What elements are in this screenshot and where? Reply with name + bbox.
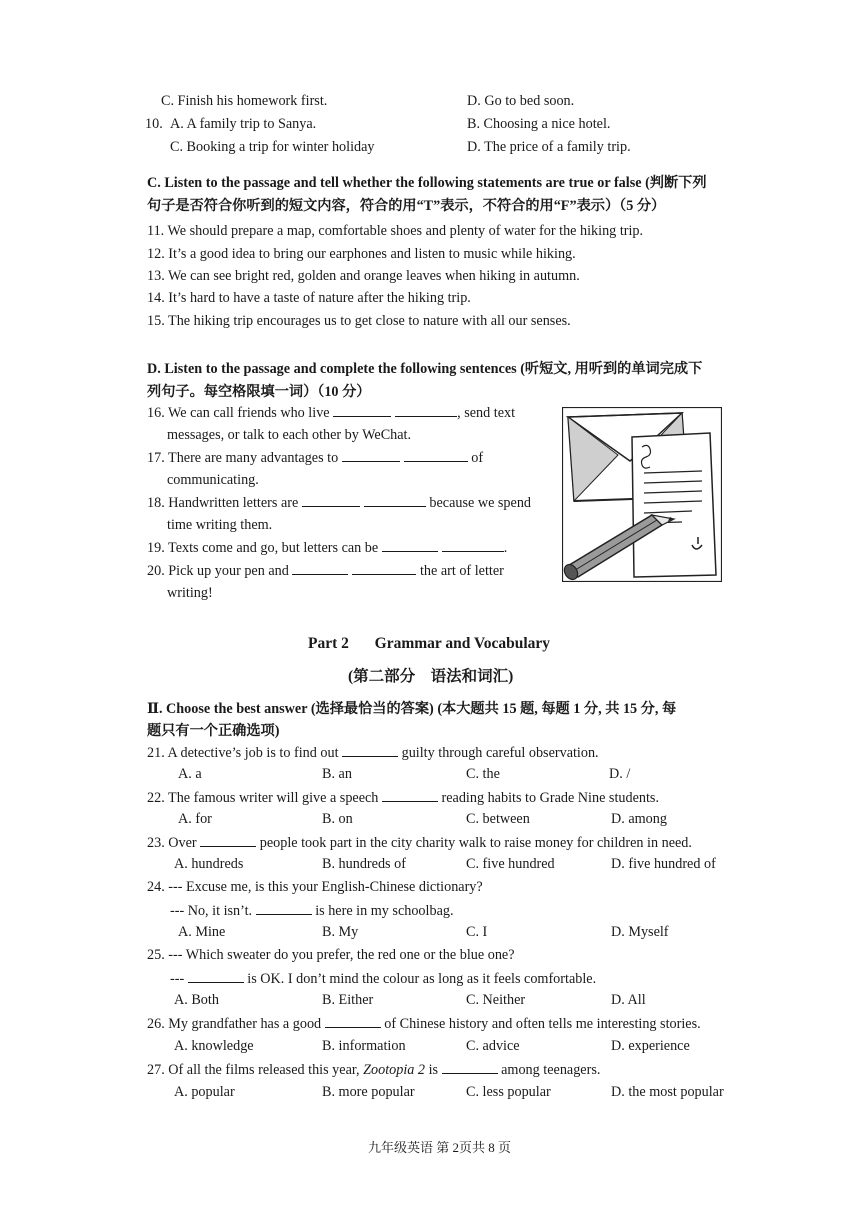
statement-12: 12. It’s a good idea to bring our earphones and listen to music while hiking. <box>147 246 576 262</box>
q9-option-c: C. Finish his homework first. <box>161 93 328 109</box>
q10-option-b: B. Choosing a nice hotel. <box>467 116 611 132</box>
section-ii-heading-line2: 题只有一个正确选项) <box>147 723 280 739</box>
q21-option-d[interactable]: D. / <box>609 766 631 782</box>
q18-line2: time writing them. <box>167 517 273 533</box>
q24-option-b[interactable]: B. My <box>322 924 359 940</box>
q24-option-a[interactable]: A. Mine <box>178 924 226 940</box>
q26-option-a[interactable]: A. knowledge <box>174 1038 254 1054</box>
section-c-heading-line1: C. Listen to the passage and tell whether the following statements are true or false (判断下列 <box>147 175 707 191</box>
q23-option-b[interactable]: B. hundreds of <box>322 856 406 872</box>
q24-option-d[interactable]: D. Myself <box>611 924 669 940</box>
q24-line1: 24. --- Excuse me, is this your English-Chinese dictionary? <box>147 879 483 895</box>
q21-option-c[interactable]: C. the <box>466 766 500 782</box>
q19-line: 19. Texts come and go, but letters can be . <box>147 540 508 556</box>
q23-stem: 23. Over people took part in the city charity walk to raise money for children in need. <box>147 835 692 851</box>
q24-option-c[interactable]: C. I <box>466 924 488 940</box>
blank[interactable] <box>352 562 416 575</box>
q21-option-b[interactable]: B. an <box>322 766 352 782</box>
q10-number: 10. <box>145 116 163 132</box>
q18-line1: 18. Handwritten letters are because we spend <box>147 495 532 511</box>
part2-title: Part 2 Grammar and Vocabulary <box>308 635 551 652</box>
q27-option-a[interactable]: A. popular <box>174 1084 235 1100</box>
blank[interactable] <box>382 539 438 552</box>
q16-line1: 16. We can call friends who live , send text <box>147 405 516 421</box>
q21-option-a[interactable]: A. a <box>178 766 202 782</box>
film-title: Zootopia 2 <box>363 1062 426 1078</box>
q10-option-c: C. Booking a trip for winter holiday <box>170 139 375 155</box>
q25-line1: 25. --- Which sweater do you prefer, the red one or the blue one? <box>147 947 515 963</box>
q16-line2: messages, or talk to each other by WeChat. <box>167 427 412 443</box>
q21-stem: 21. A detective’s job is to find out guilty through careful observation. <box>147 745 599 761</box>
q17-line1: 17. There are many advantages to of <box>147 450 484 466</box>
blank[interactable] <box>342 449 400 462</box>
statement-14: 14. It’s hard to have a taste of nature after the hiking trip. <box>147 290 471 306</box>
q25-line2: --- is OK. I don’t mind the colour as long as it feels comfortable. <box>170 971 597 987</box>
q23-option-a[interactable]: A. hundreds <box>174 856 244 872</box>
q23-option-c[interactable]: C. five hundred <box>466 856 555 872</box>
blank[interactable] <box>200 834 256 847</box>
q17-line2: communicating. <box>167 472 259 488</box>
q27-stem: 27. Of all the films released this year, Zootopia 2 is among teenagers. <box>147 1062 601 1078</box>
q27-option-c[interactable]: C. less popular <box>466 1084 551 1100</box>
blank[interactable] <box>292 562 348 575</box>
q10-option-d: D. The price of a family trip. <box>467 139 631 155</box>
q25-option-d[interactable]: D. All <box>611 992 646 1008</box>
section-d-heading-line1: D. Listen to the passage and complete the following sentences (听短文, 用听到的单词完成下 <box>147 361 703 377</box>
blank[interactable] <box>395 404 457 417</box>
q23-option-d[interactable]: D. five hundred of <box>611 856 716 872</box>
part2-subtitle: (第二部分 语法和词汇) <box>348 668 514 685</box>
blank[interactable] <box>404 449 468 462</box>
q24-line2: --- No, it isn’t. is here in my schoolbag. <box>170 903 454 919</box>
q26-stem: 26. My grandfather has a good of Chinese history and often tells me interesting stories. <box>147 1016 701 1032</box>
blank[interactable] <box>333 404 391 417</box>
q26-option-b[interactable]: B. information <box>322 1038 406 1054</box>
q9-option-d: D. Go to bed soon. <box>467 93 575 109</box>
blank[interactable] <box>188 970 244 983</box>
q26-option-d[interactable]: D. experience <box>611 1038 690 1054</box>
statement-11: 11. We should prepare a map, comfortable shoes and plenty of water for the hiking trip. <box>147 223 644 239</box>
blank[interactable] <box>382 789 438 802</box>
blank[interactable] <box>342 744 398 757</box>
q22-option-c[interactable]: C. between <box>466 811 530 827</box>
statement-13: 13. We can see bright red, golden and orange leaves when hiking in autumn. <box>147 268 580 284</box>
q26-option-c[interactable]: C. advice <box>466 1038 520 1054</box>
page-footer: 九年级英语 第 2页共 8 页 <box>368 1140 512 1155</box>
q22-option-b[interactable]: B. on <box>322 811 353 827</box>
blank[interactable] <box>442 539 504 552</box>
q22-option-d[interactable]: D. among <box>611 811 667 827</box>
q10-option-a: A. A family trip to Sanya. <box>170 116 317 132</box>
q22-option-a[interactable]: A. for <box>178 811 212 827</box>
q20-line2: writing! <box>167 585 213 601</box>
q27-option-d[interactable]: D. the most popular <box>611 1084 724 1100</box>
blank[interactable] <box>364 494 426 507</box>
statement-15: 15. The hiking trip encourages us to get close to nature with all our senses. <box>147 313 571 329</box>
section-c-heading-line2: 句子是否符合你听到的短文内容，符合的用“T”表示，不符合的用“F”表示）（5 分） <box>147 198 666 214</box>
letter-illustration <box>562 407 722 582</box>
blank[interactable] <box>442 1061 498 1074</box>
q22-stem: 22. The famous writer will give a speech reading habits to Grade Nine students. <box>147 790 659 806</box>
q20-line1: 20. Pick up your pen and the art of letter <box>147 563 504 579</box>
blank[interactable] <box>302 494 360 507</box>
blank[interactable] <box>325 1015 381 1028</box>
q25-option-a[interactable]: A. Both <box>174 992 219 1008</box>
envelope-letter-pencil-icon <box>562 407 722 582</box>
section-d-heading-line2: 列句子。每空格限填一词）（10 分） <box>147 384 371 400</box>
section-ii-heading-line1: Ⅱ. Choose the best answer (选择最恰当的答案) (本大题共 15 题, 每题 1 分, 共 15 分, 每 <box>147 701 677 717</box>
q27-option-b[interactable]: B. more popular <box>322 1084 415 1100</box>
blank[interactable] <box>256 902 312 915</box>
q25-option-c[interactable]: C. Neither <box>466 992 526 1008</box>
q25-option-b[interactable]: B. Either <box>322 992 374 1008</box>
